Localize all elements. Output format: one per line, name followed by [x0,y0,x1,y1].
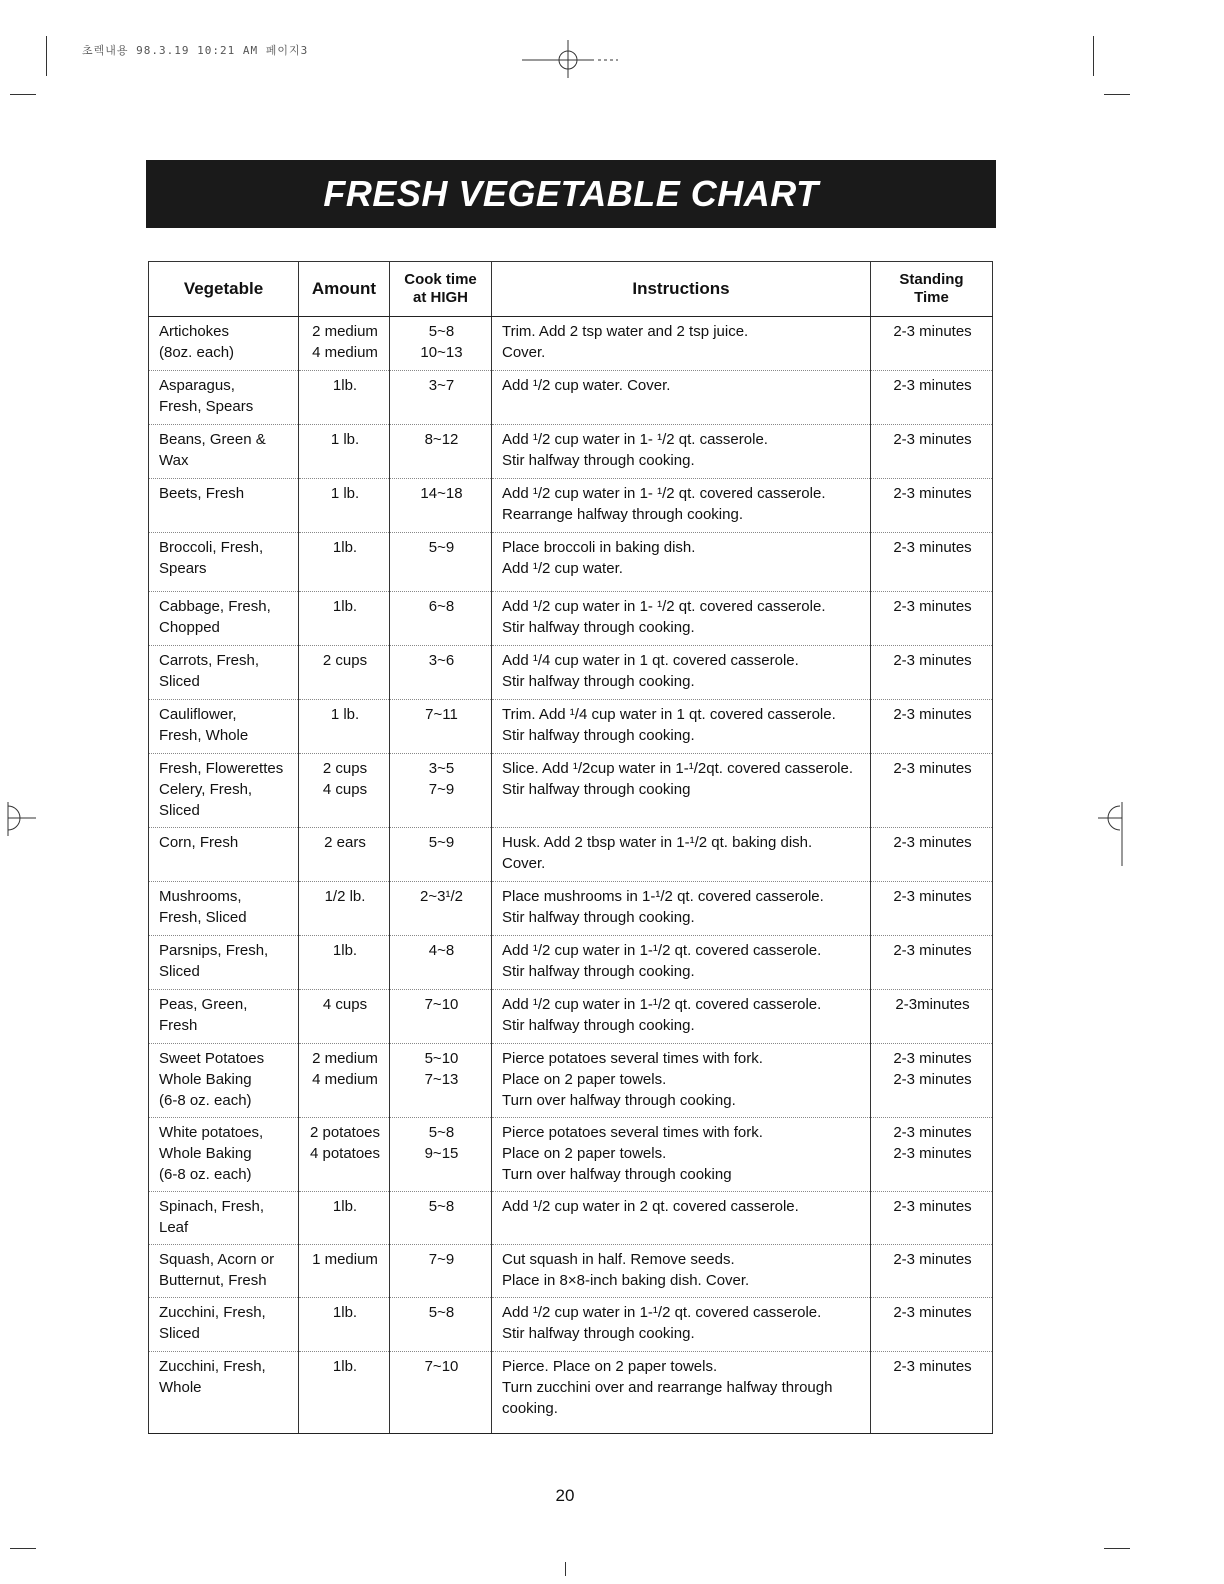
table-row [149,371,993,425]
cell-instructions: Add ¹/4 cup water in 1 qt. covered casserole. Stir halfway through cooking. [492,646,871,700]
cell-standing: 2-3 minutes [871,425,993,479]
cell-amount: 1 medium [299,1245,390,1298]
print-header: 초렉내용 98.3.19 10:21 AM 페이지3 [82,44,309,57]
cell-standing: 2-3 minutes [871,1192,993,1245]
cell-vegetable: Carrots, Fresh, Sliced [149,646,299,700]
table-row [149,754,993,828]
cell-cook: 3~6 [390,646,492,700]
cell-amount: 1lb. [299,1352,390,1434]
cell-instructions: Add ¹/2 cup water in 1- ¹/2 qt. casserole. Stir halfway through cooking. [492,425,871,479]
cell-vegetable: Spinach, Fresh, Leaf [149,1192,299,1245]
cell-cook: 3~5 7~9 [390,754,492,828]
cell-standing: 2-3 minutes [871,828,993,882]
cell-amount: 2 potatoes 4 potatoes [299,1118,390,1192]
cell-vegetable: Cauliflower, Fresh, Whole [149,700,299,754]
cell-cook: 6~8 [390,592,492,646]
crop-mark-top-left-h [10,94,36,95]
table-row [149,533,993,592]
header-cook-time: Cook time at HIGH [390,262,492,317]
cell-vegetable: Squash, Acorn or Butternut, Fresh [149,1245,299,1298]
cell-cook: 5~10 7~13 [390,1044,492,1118]
cell-vegetable: Parsnips, Fresh, Sliced [149,936,299,990]
cell-amount: 2 medium 4 medium [299,317,390,371]
header-standing-time: Standing Time [871,262,993,317]
crop-mark-bottom-left-h [10,1548,36,1549]
cell-instructions: Husk. Add 2 tbsp water in 1-¹/2 qt. baking dish. Cover. [492,828,871,882]
registration-mark-right-icon [1098,800,1128,870]
cell-cook: 5~9 [390,533,492,592]
cell-instructions: Place broccoli in baking dish. Add ¹/2 cup water. [492,533,871,592]
cell-instructions: Trim. Add ¹/4 cup water in 1 qt. covered casserole. Stir halfway through cooking. [492,700,871,754]
cell-vegetable: Peas, Green, Fresh [149,990,299,1044]
cell-vegetable: Fresh, Flowerettes Celery, Fresh, Sliced [149,754,299,828]
cell-vegetable: Asparagus, Fresh, Spears [149,371,299,425]
registration-mark-left-icon [4,800,38,840]
cell-amount: 1lb. [299,1298,390,1352]
cell-standing: 2-3 minutes [871,479,993,533]
cell-standing: 2-3 minutes [871,754,993,828]
cell-instructions: Add ¹/2 cup water in 2 qt. covered casserole. [492,1192,871,1245]
cell-vegetable: Zucchini, Fresh, Sliced [149,1298,299,1352]
cell-instructions: Pierce potatoes several times with fork. Place on 2 paper towels. Turn over halfway through cooking. [492,1044,871,1118]
cell-cook: 5~8 [390,1298,492,1352]
cell-standing: 2-3 minutes 2-3 minutes [871,1118,993,1192]
cell-amount: 2 medium 4 medium [299,1044,390,1118]
cell-amount: 1 lb. [299,700,390,754]
cell-vegetable: Cabbage, Fresh, Chopped [149,592,299,646]
cell-vegetable: Corn, Fresh [149,828,299,882]
cell-standing: 2-3 minutes [871,1298,993,1352]
cell-instructions: Add ¹/2 cup water in 1-¹/2 qt. covered casserole. Stir halfway through cooking. [492,990,871,1044]
table-header-row [149,262,993,317]
cell-amount: 2 cups [299,646,390,700]
cell-vegetable: Beans, Green & Wax [149,425,299,479]
cell-vegetable: White potatoes, Whole Baking (6-8 oz. each) [149,1118,299,1192]
cell-instructions: Cut squash in half. Remove seeds. Place in 8×8-inch baking dish. Cover. [492,1245,871,1298]
table-row [149,882,993,936]
cell-cook: 5~9 [390,828,492,882]
cell-cook: 3~7 [390,371,492,425]
table-row [149,1352,993,1434]
table-row [149,1118,993,1192]
cell-standing: 2-3 minutes [871,533,993,592]
table-row [149,828,993,882]
cell-amount: 4 cups [299,990,390,1044]
cell-instructions: Pierce potatoes several times with fork. Place on 2 paper towels. Turn over halfway through cooking [492,1118,871,1192]
cell-cook: 5~8 [390,1192,492,1245]
crop-mark-top-right-h [1104,94,1130,95]
cell-cook: 7~10 [390,1352,492,1434]
cell-amount: 1/2 lb. [299,882,390,936]
cell-vegetable: Mushrooms, Fresh, Sliced [149,882,299,936]
page-title: FRESH VEGETABLE CHART [323,173,819,214]
cell-cook: 5~8 10~13 [390,317,492,371]
cell-cook: 14~18 [390,479,492,533]
vegetable-chart-table [148,261,993,1434]
header-vegetable: Vegetable [149,262,299,317]
cell-standing: 2-3minutes [871,990,993,1044]
table-row [149,990,993,1044]
cell-amount: 1lb. [299,1192,390,1245]
table-row [149,1044,993,1118]
cell-cook: 4~8 [390,936,492,990]
cell-amount: 2 cups 4 cups [299,754,390,828]
table-row [149,936,993,990]
cell-cook: 7~10 [390,990,492,1044]
cell-instructions: Place mushrooms in 1-¹/2 qt. covered casserole. Stir halfway through cooking. [492,882,871,936]
cell-amount: 1lb. [299,592,390,646]
cell-instructions: Add ¹/2 cup water in 1-¹/2 qt. covered casserole. Stir halfway through cooking. [492,1298,871,1352]
cell-standing: 2-3 minutes [871,592,993,646]
table-body [149,317,993,1434]
table-row [149,700,993,754]
header-amount: Amount [299,262,390,317]
crop-mark-bottom-right-h [1104,1548,1130,1549]
cell-cook: 2~3¹/2 [390,882,492,936]
header-instructions: Instructions [492,262,871,317]
table-row [149,479,993,533]
cell-standing: 2-3 minutes [871,1245,993,1298]
registration-mark-top-icon [522,40,622,80]
cell-standing: 2-3 minutes [871,1352,993,1434]
crop-mark-bottom-center [565,1562,566,1576]
cell-amount: 1 lb. [299,479,390,533]
table-row [149,317,993,371]
cell-instructions: Add ¹/2 cup water in 1- ¹/2 qt. covered casserole. Stir halfway through cooking. [492,592,871,646]
cell-standing: 2-3 minutes [871,936,993,990]
cell-vegetable: Broccoli, Fresh, Spears [149,533,299,592]
table-row [149,646,993,700]
cell-standing: 2-3 minutes [871,700,993,754]
cell-instructions: Trim. Add 2 tsp water and 2 tsp juice. Cover. [492,317,871,371]
cell-amount: 1lb. [299,533,390,592]
cell-standing: 2-3 minutes [871,317,993,371]
page-number: 20 [555,1486,575,1505]
crop-mark-top-right-v [1093,36,1094,76]
cell-standing: 2-3 minutes [871,371,993,425]
cell-instructions: Add ¹/2 cup water in 1- ¹/2 qt. covered casserole. Rearrange halfway through cooking. [492,479,871,533]
cell-vegetable: Zucchini, Fresh, Whole [149,1352,299,1434]
table-row [149,1298,993,1352]
cell-cook: 7~9 [390,1245,492,1298]
cell-vegetable: Beets, Fresh [149,479,299,533]
cell-amount: 2 ears [299,828,390,882]
crop-mark-top-left-v [46,36,47,76]
cell-instructions: Add ¹/2 cup water. Cover. [492,371,871,425]
cell-cook: 7~11 [390,700,492,754]
table-row [149,592,993,646]
table-row [149,1245,993,1298]
cell-amount: 1lb. [299,936,390,990]
cell-amount: 1 lb. [299,425,390,479]
table-row [149,1192,993,1245]
cell-amount: 1lb. [299,371,390,425]
cell-instructions: Add ¹/2 cup water in 1-¹/2 qt. covered casserole. Stir halfway through cooking. [492,936,871,990]
cell-instructions: Slice. Add ¹/2cup water in 1-¹/2qt. covered casserole. Stir halfway through cooking [492,754,871,828]
cell-standing: 2-3 minutes [871,882,993,936]
table-row [149,425,993,479]
cell-standing: 2-3 minutes [871,646,993,700]
cell-vegetable: Artichokes (8oz. each) [149,317,299,371]
cell-cook: 8~12 [390,425,492,479]
cell-vegetable: Sweet Potatoes Whole Baking (6-8 oz. each) [149,1044,299,1118]
title-banner [146,160,996,228]
cell-cook: 5~8 9~15 [390,1118,492,1192]
cell-instructions: Pierce. Place on 2 paper towels. Turn zucchini over and rearrange halfway through cooking. [492,1352,871,1434]
cell-standing: 2-3 minutes 2-3 minutes [871,1044,993,1118]
